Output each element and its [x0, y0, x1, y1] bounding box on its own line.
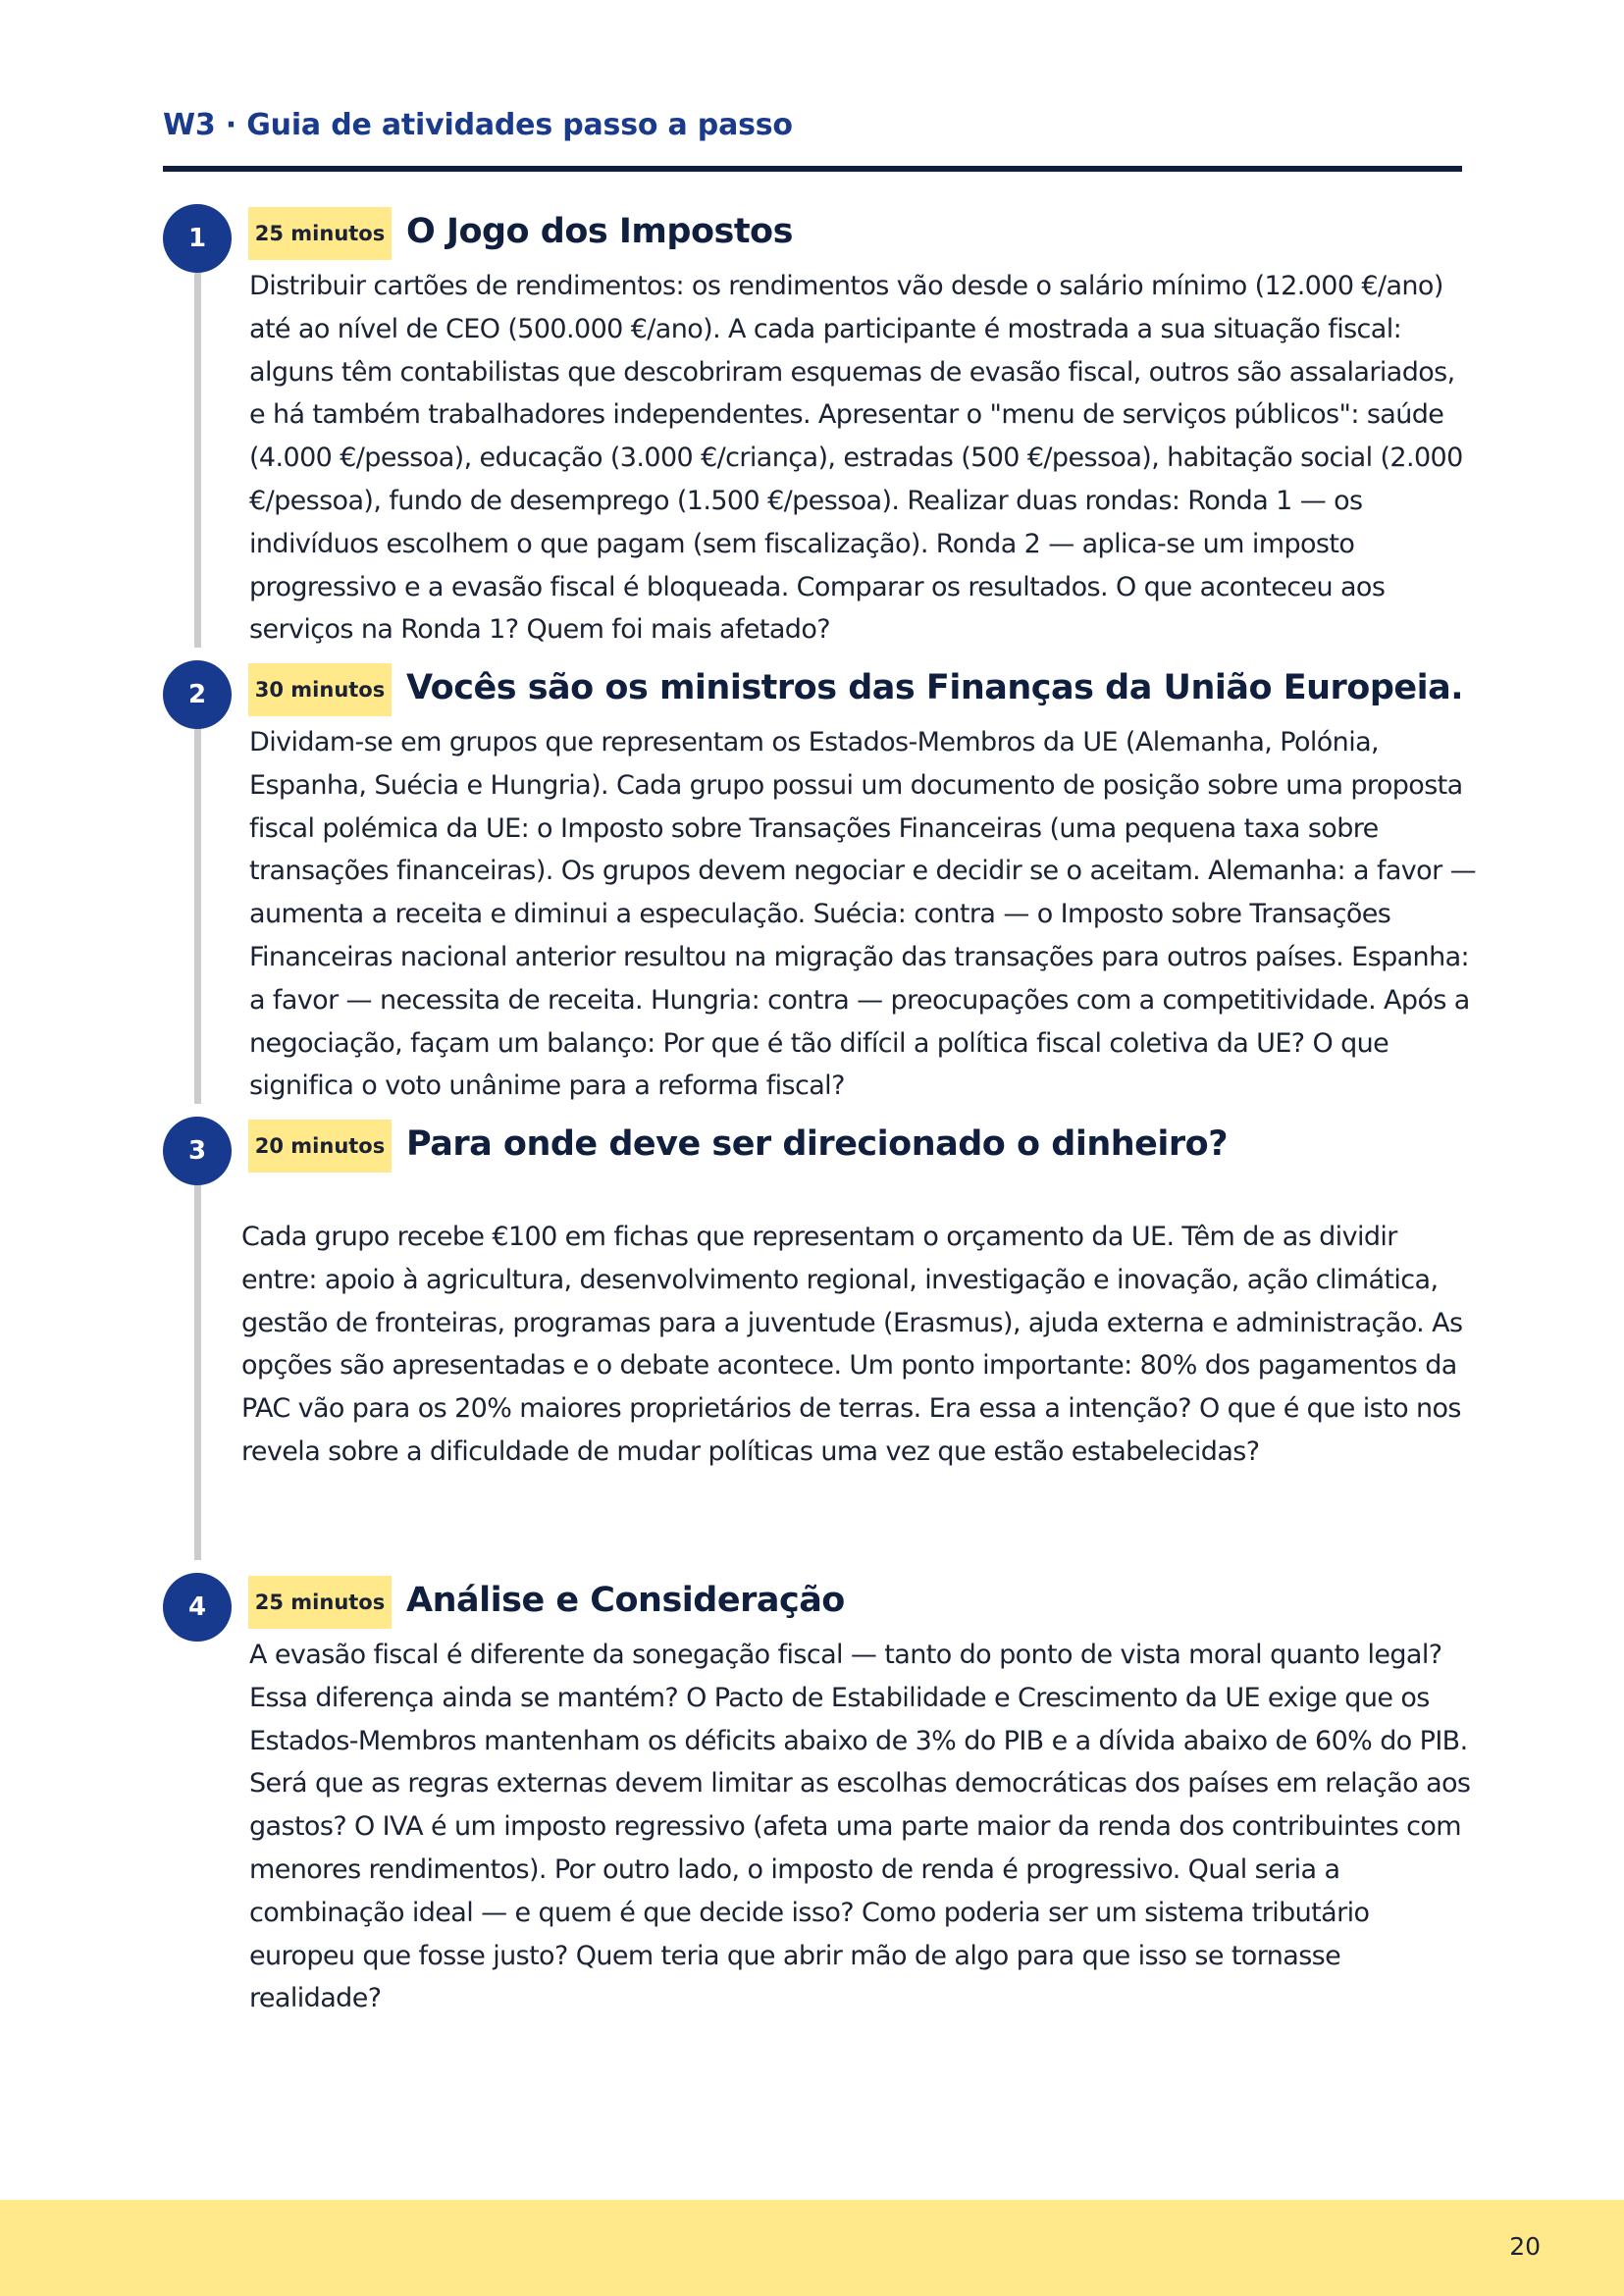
- duration-badge: 25 minutos: [248, 207, 392, 260]
- step-number-badge: 1: [163, 204, 232, 273]
- step-title: Para onde deve ser direcionado o dinheiro?: [406, 1124, 1228, 1164]
- page-title: W3 · Guia de atividades passo a passo: [163, 108, 793, 142]
- timeline-connector-1: [194, 271, 201, 648]
- step-description: Dividam-se em grupos que representam os Estados-Membros da UE (Alemanha, Polónia, Espanha, Suécia e Hungria). Cada grupo possui um documento de posição sobre uma proposta fiscal polémica da UE: o Imposto sobre Transações Financeiras (uma pequena taxa sobre transações financeiras). Os grupos devem negociar e decidir se o aceitam. Alemanha: a favor — aumenta a receita e diminui a especulação. Suécia: contra — o Imposto sobre Transações Financeiras nacional anterior resultou na migração das transações para outros países. Espanha: a favor — necessita de receita. Hungria: contra — preocupações com a competitividade. Após a negociação, façam um balanço: Por que é tão difícil a política fiscal coletiva da UE? O que significa o voto unânime para a reforma fiscal?: [249, 727, 1476, 1102]
- duration-badge: 30 minutos: [248, 663, 392, 716]
- duration-badge: 20 minutos: [248, 1120, 392, 1173]
- step-number-badge: 3: [163, 1117, 232, 1185]
- timeline-connector-2: [194, 727, 201, 1104]
- step-description: Cada grupo recebe €100 em fichas que representam o orçamento da UE. Têm de as dividir entre: apoio à agricultura, desenvolvimento regional, investigação e inovação, ação climática, gestão de fronteiras, programas para a juventude (Erasmus), ajuda externa e administração. As opções são apresentadas e o debate acontece. Um ponto importante: 80% dos pagamentos da PAC vão para os 20% maiores proprietários de terras. Era essa a intenção? O que é que isto nos revela sobre a dificuldade de mudar políticas uma vez que estão estabelecidas?: [241, 1222, 1463, 1467]
- step-title: Vocês são os ministros das Finanças da União Europeia.: [406, 668, 1464, 707]
- step-description: A evasão fiscal é diferente da sonegação fiscal — tanto do ponto de vista moral quanto legal? Essa diferença ainda se mantém? O Pacto de Estabilidade e Crescimento da UE exige que os Estados-Membros mantenham os déficits abaixo de 3% do PIB e a dívida abaixo de 60% do PIB. Será que as regras externas devem limitar as escolhas democráticas dos países em relação aos gastos? O IVA é um imposto regressivo (afeta uma parte maior da renda dos contribuintes com menores rendimentos). Por outro lado, o imposto de renda é progressivo. Qual seria a combinação ideal — e quem é que decide isso? Como poderia ser um sistema tributário europeu que fosse justo? Quem teria que abrir mão de algo para que isso se tornasse realidade?: [249, 1640, 1471, 2014]
- step-title: O Jogo dos Impostos: [406, 212, 793, 251]
- footer-band: [0, 2200, 1624, 2296]
- duration-badge: 25 minutos: [248, 1576, 392, 1629]
- step-number-badge: 4: [163, 1573, 232, 1642]
- step-title: Análise e Consideração: [406, 1581, 845, 1620]
- step-description: Distribuir cartões de rendimentos: os rendimentos vão desde o salário mínimo (12.000 €/ano) até ao nível de CEO (500.000 €/ano). A cada participante é mostrada a sua situação fiscal: alguns têm contabilistas que descobriram esquemas de evasão fiscal, outros são assalariados, e há também trabalhadores independentes. Apresentar o "menu de serviços públicos": saúde (4.000 €/pessoa), educação (3.000 €/criança), estradas (500 €/pessoa), habitação social (2.000 €/pessoa), fundo de desemprego (1.500 €/pessoa). Realizar duas rondas: Ronda 1 — os indivíduos escolhem o que pagam (sem fiscalização). Ronda 2 — aplica-se um imposto progressivo e a evasão fiscal é bloqueada. Comparar os resultados. O que aconteceu aos serviços na Ronda 1? Quem foi mais afetado?: [249, 271, 1463, 646]
- step-number-badge: 2: [163, 660, 232, 729]
- timeline-connector-3: [194, 1183, 201, 1560]
- page-number: 20: [1509, 2232, 1541, 2261]
- header-divider: [163, 166, 1462, 172]
